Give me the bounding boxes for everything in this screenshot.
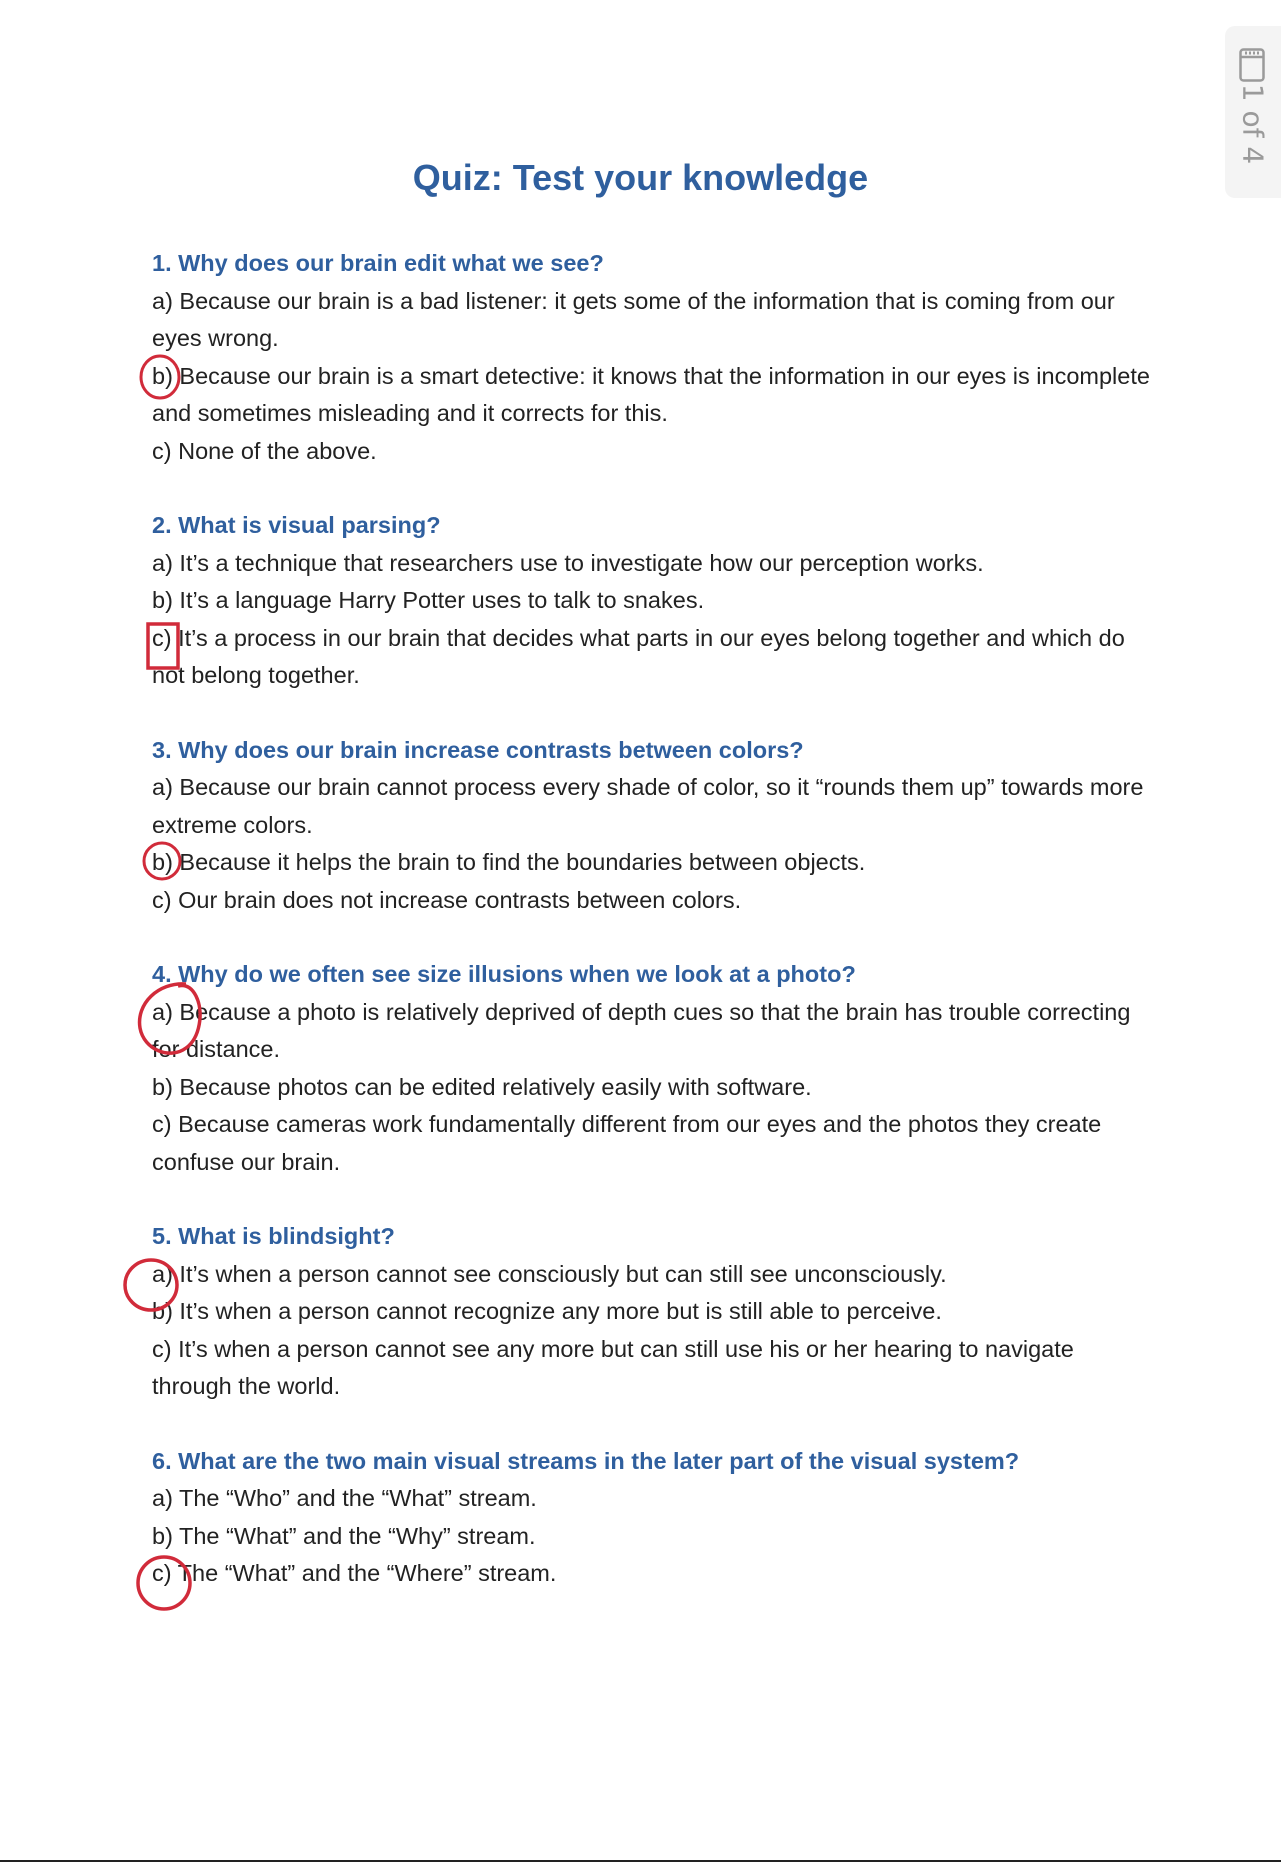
option-b: b) Because it helps the brain to find the boundaries between objects.	[152, 849, 866, 875]
page-bottom-divider	[0, 1860, 1281, 1862]
question-text: 5. What is blindsight?	[152, 1223, 395, 1249]
option-a: a) It’s when a person cannot see consciously but can still see unconsciously.	[152, 1260, 947, 1287]
option-a: a) Because a photo is relatively deprived of depth cues so that the brain has trouble correcting for distance.	[152, 998, 1131, 1062]
option-b: b) The “What” and the “Why” stream.	[152, 1522, 536, 1549]
document-page-icon	[1239, 48, 1265, 82]
question-1	[152, 245, 1152, 470]
option-a: a) Because our brain cannot process every shade of color, so it “rounds them up” towards more extreme colors.	[152, 774, 1144, 838]
option-a: a) Because our brain is a bad listener: it gets some of the information that is coming from our eyes wrong.	[152, 287, 1115, 351]
page-count: 1 of 4	[1236, 83, 1270, 165]
question-text: 6. What are the two main visual streams in the later part of the visual system?	[152, 1447, 1020, 1474]
option-b: b) It’s a language Harry Potter uses to talk to snakes.	[152, 587, 705, 613]
option-c: c) Our brain does not increase contrasts between colors.	[152, 886, 742, 913]
question-3	[152, 732, 1152, 920]
question-4	[152, 956, 1152, 1181]
option-c: c) Because cameras work fundamentally different from our eyes and the photos they create confuse our brain.	[152, 1111, 1102, 1175]
option-c: c) The “What” and the “Where” stream.	[152, 1560, 557, 1586]
option-c: c) It’s a process in our brain that decides what parts in our eyes belong together and which do not belong together.	[152, 624, 1125, 688]
question-text: 4. Why do we often see size illusions when we look at a photo?	[152, 961, 856, 987]
question-text: 1. Why does our brain edit what we see?	[152, 250, 604, 276]
question-text: 2. What is visual parsing?	[152, 512, 441, 538]
option-c: c) It’s when a person cannot see any more but can still use his or her hearing to navigate through the world.	[152, 1335, 1074, 1399]
option-c: c) None of the above.	[152, 437, 377, 464]
question-6	[152, 1443, 1152, 1593]
option-a: a) It’s a technique that researchers use to investigate how our perception works.	[152, 549, 984, 576]
question-2	[152, 507, 1152, 695]
option-b: b) Because our brain is a smart detective: it knows that the information in our eyes is incomplete and sometimes misleading and it corrects for this.	[152, 362, 1150, 426]
option-b: b) Because photos can be edited relatively easily with software.	[152, 1073, 812, 1100]
option-a: a) The “Who” and the “What” stream.	[152, 1485, 537, 1511]
quiz-content	[152, 245, 1152, 1630]
question-5	[152, 1218, 1152, 1406]
question-text: 3. Why does our brain increase contrasts between colors?	[152, 736, 804, 763]
document-title: Quiz: Test your knowledge	[412, 157, 869, 198]
option-b: b) It’s when a person cannot recognize any more but is still able to perceive.	[152, 1298, 942, 1324]
